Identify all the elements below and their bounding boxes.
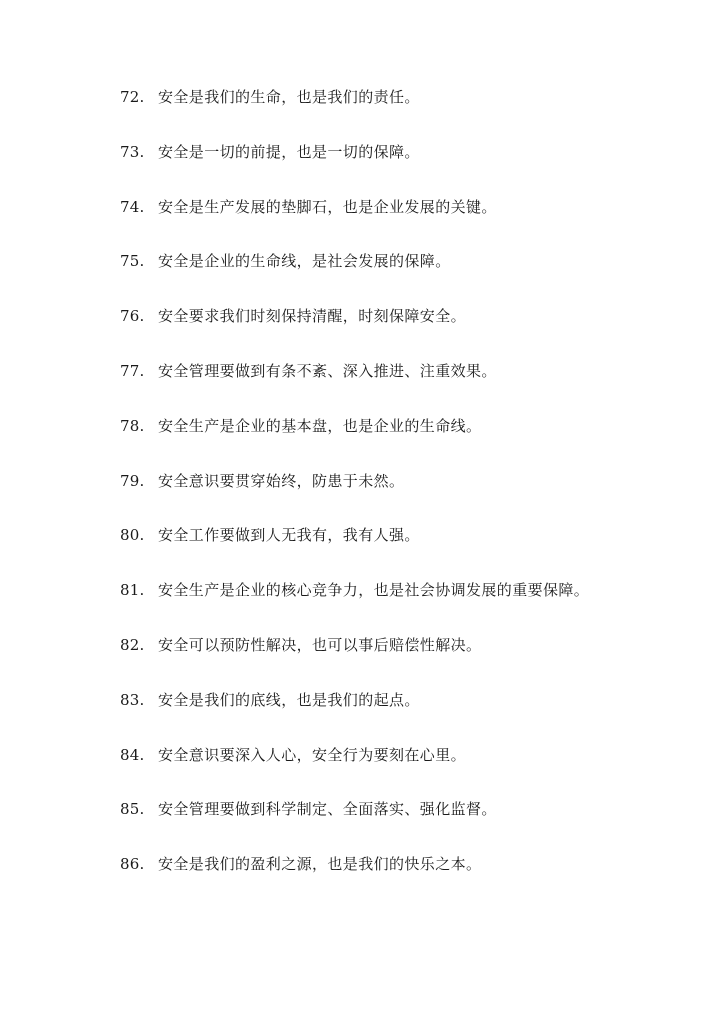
list-item (120, 360, 680, 415)
item-number: 77. (120, 361, 145, 380)
item-number: 72. (120, 88, 145, 106)
item-number: 79. (120, 471, 145, 490)
item-text: 安全是一切的前提，也是一切的保障。 (158, 142, 420, 161)
item-text: 安全生产是企业的基本盘，也是企业的生命线。 (158, 416, 482, 435)
list-item (120, 853, 680, 908)
list-item (120, 141, 680, 196)
list-item (120, 798, 680, 853)
numbered-list (120, 86, 680, 908)
list-item (120, 250, 680, 305)
item-text: 安全意识要深入人心，安全行为要刻在心里。 (158, 745, 467, 764)
item-text: 安全管理要做到科学制定、全面落实、强化监督。 (158, 800, 497, 819)
item-text: 安全要求我们时刻保持清醒，时刻保障安全。 (158, 307, 467, 326)
list-item (120, 415, 680, 470)
item-number: 86. (120, 855, 145, 874)
list-item (120, 744, 680, 799)
item-number: 76. (120, 307, 145, 326)
list-item (120, 305, 680, 360)
item-number: 73. (120, 142, 145, 161)
item-number: 81. (120, 581, 145, 600)
item-text: 安全可以预防性解决，也可以事后赔偿性解决。 (158, 635, 482, 654)
item-number: 85. (120, 800, 145, 819)
list-item (120, 579, 680, 634)
item-number: 78. (120, 416, 145, 435)
item-text: 安全意识要贯穿始终，防患于未然。 (158, 471, 405, 490)
item-number: 75. (120, 252, 145, 271)
list-item (120, 86, 680, 141)
item-text: 安全是企业的生命线，是社会发展的保障。 (158, 252, 451, 271)
list-item (120, 470, 680, 525)
item-number: 80. (120, 526, 145, 545)
item-number: 74. (120, 197, 145, 216)
list-item (120, 634, 680, 689)
item-text: 安全是我们的底线，也是我们的起点。 (158, 690, 420, 709)
item-text: 安全工作要做到人无我有，我有人强。 (158, 526, 420, 545)
item-text: 安全是我们的盈利之源，也是我们的快乐之本。 (158, 855, 482, 874)
list-item (120, 196, 680, 251)
list-item (120, 524, 680, 579)
list-item (120, 689, 680, 744)
item-number: 83. (120, 690, 145, 709)
item-text: 安全管理要做到有条不紊、深入推进、注重效果。 (158, 361, 497, 380)
item-number: 84. (120, 745, 145, 764)
item-text: 安全是生产发展的垫脚石，也是企业发展的关键。 (158, 197, 497, 216)
item-number: 82. (120, 635, 145, 654)
item-text: 安全是我们的生命，也是我们的责任。 (158, 88, 420, 106)
item-text: 安全生产是企业的核心竞争力，也是社会协调发展的重要保障。 (158, 581, 590, 600)
